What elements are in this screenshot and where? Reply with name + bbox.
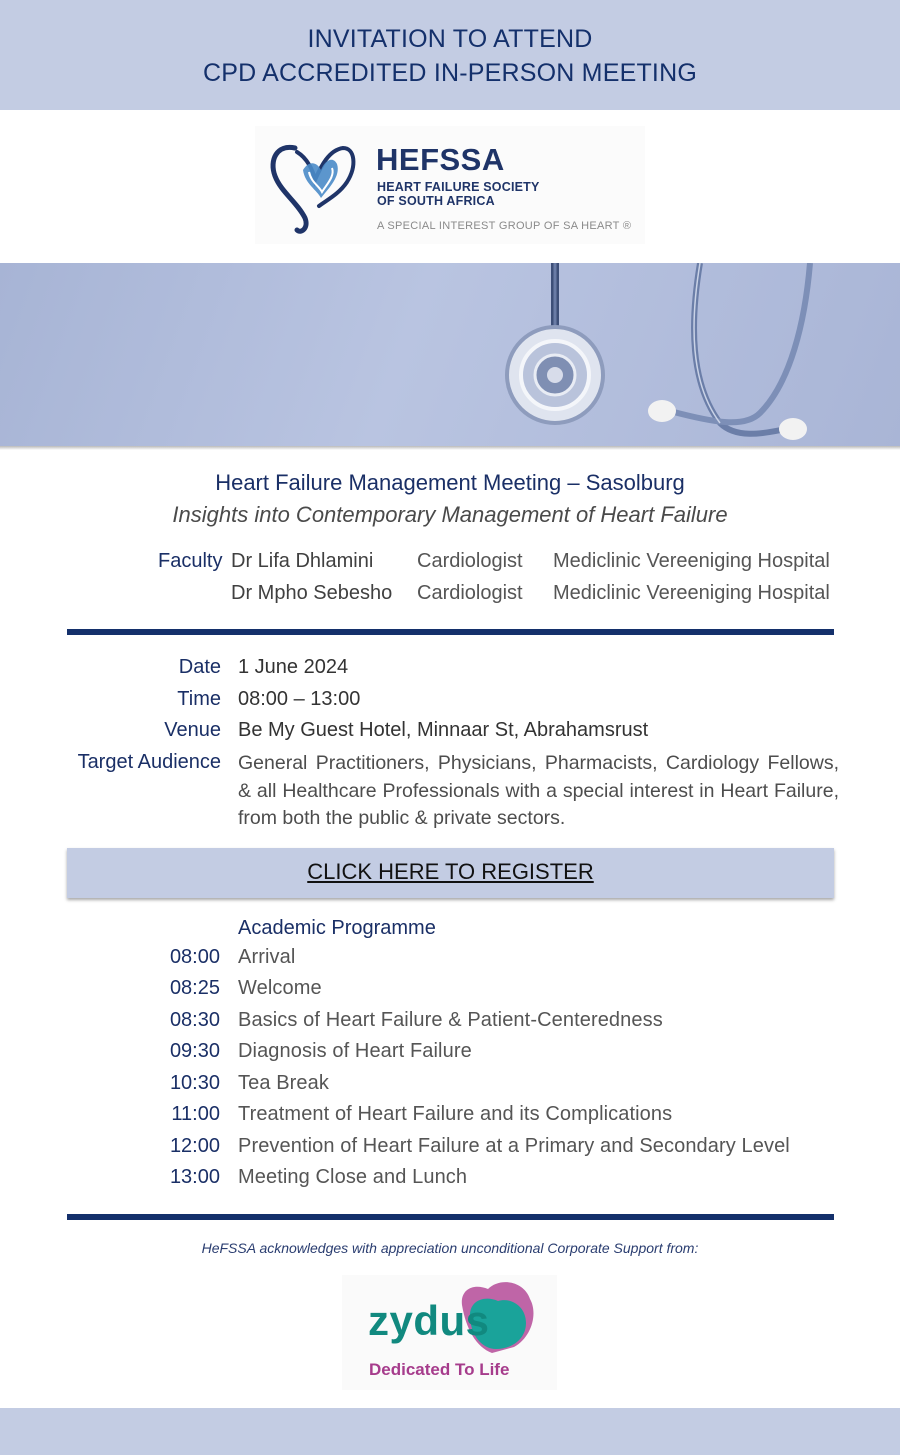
programme-time: 08:25 bbox=[169, 977, 220, 999]
programme-item: Prevention of Heart Failure at a Primary and Secondary Level bbox=[238, 1135, 790, 1157]
faculty-role: Cardiologist bbox=[417, 550, 523, 572]
programme-row bbox=[0, 946, 900, 976]
programme-row bbox=[0, 1166, 900, 1196]
faculty-hospital: Mediclinic Vereeniging Hospital bbox=[553, 582, 830, 604]
sponsor-tagline: Dedicated To Life bbox=[369, 1360, 510, 1379]
programme-item: Arrival bbox=[238, 946, 296, 968]
programme-time: 13:00 bbox=[169, 1166, 220, 1188]
programme-item: Treatment of Heart Failure and its Complications bbox=[238, 1103, 673, 1125]
logo-subtitle-1: HEART FAILURE SOCIETY bbox=[377, 180, 540, 194]
top-banner bbox=[0, 0, 900, 110]
logo-subtitle-2: OF SOUTH AFRICA bbox=[377, 194, 495, 208]
date-value: 1 June 2024 bbox=[238, 656, 349, 678]
programme-row bbox=[0, 1103, 900, 1133]
programme-row bbox=[0, 1135, 900, 1165]
meeting-subtitle: Insights into Contemporary Management of Heart Failure bbox=[172, 502, 728, 527]
programme-time: 12:00 bbox=[169, 1135, 220, 1157]
programme-row bbox=[0, 1009, 900, 1039]
programme-time: 11:00 bbox=[171, 1103, 220, 1125]
programme-item: Tea Break bbox=[238, 1072, 329, 1094]
faculty-role: Cardiologist bbox=[417, 582, 523, 604]
register-button[interactable] bbox=[67, 848, 834, 898]
faculty-label: Faculty bbox=[158, 550, 223, 572]
programme-time: 08:00 bbox=[169, 946, 220, 968]
venue-label: Venue bbox=[164, 719, 221, 741]
faculty-name: Dr Lifa Dhlamini bbox=[231, 550, 374, 572]
programme-row bbox=[0, 1040, 900, 1070]
programme-time: 10:30 bbox=[169, 1072, 220, 1094]
faculty-name: Dr Mpho Sebesho bbox=[231, 582, 393, 604]
logo-name: HEFSSA bbox=[376, 142, 505, 177]
time-value: 08:00 – 13:00 bbox=[238, 688, 361, 710]
logo-tagline: A SPECIAL INTEREST GROUP OF SA HEART ® bbox=[377, 220, 632, 232]
banner-line-2: CPD ACCREDITED IN-PERSON MEETING bbox=[203, 59, 697, 87]
acknowledgement: HeFSSA acknowledges with appreciation unconditional Corporate Support from: bbox=[201, 1240, 699, 1256]
programme-time: 09:30 bbox=[169, 1040, 220, 1062]
programme-row bbox=[0, 977, 900, 1007]
programme-item: Welcome bbox=[238, 977, 322, 999]
venue-value: Be My Guest Hotel, Minnaar St, Abrahamsrust bbox=[238, 719, 649, 741]
programme-title: Academic Programme bbox=[238, 917, 436, 939]
sponsor-logo bbox=[342, 1275, 557, 1390]
banner-line-1: INVITATION TO ATTEND bbox=[307, 25, 593, 53]
programme-row bbox=[0, 1072, 900, 1102]
heart-logo-icon bbox=[267, 136, 357, 236]
date-label: Date bbox=[178, 656, 221, 678]
divider-rule bbox=[67, 1214, 834, 1220]
programme-item: Meeting Close and Lunch bbox=[238, 1166, 468, 1188]
sponsor-name: zydus bbox=[368, 1297, 490, 1344]
bottom-banner bbox=[0, 1408, 900, 1455]
audience-label: Target Audience bbox=[77, 751, 221, 773]
faculty-hospital: Mediclinic Vereeniging Hospital bbox=[553, 550, 830, 572]
divider-rule bbox=[67, 629, 834, 635]
stethoscope-image bbox=[0, 263, 900, 446]
programme-item: Basics of Heart Failure & Patient-Centeredness bbox=[238, 1009, 663, 1031]
meeting-title: Heart Failure Management Meeting – Sasolburg bbox=[215, 470, 685, 495]
hefssa-logo bbox=[255, 126, 645, 244]
programme-item: Diagnosis of Heart Failure bbox=[238, 1040, 472, 1062]
hero-divider bbox=[0, 446, 900, 450]
audience-value: General Practitioners, Physicians, Pharmacists, Cardiology Fellows, & all Healthcare Professionals with a special interest in Heart Failure, from both the public & private sectors. bbox=[238, 752, 839, 829]
register-link-text[interactable]: CLICK HERE TO REGISTER bbox=[307, 859, 594, 884]
programme-time: 08:30 bbox=[169, 1009, 220, 1031]
time-label: Time bbox=[177, 688, 221, 710]
